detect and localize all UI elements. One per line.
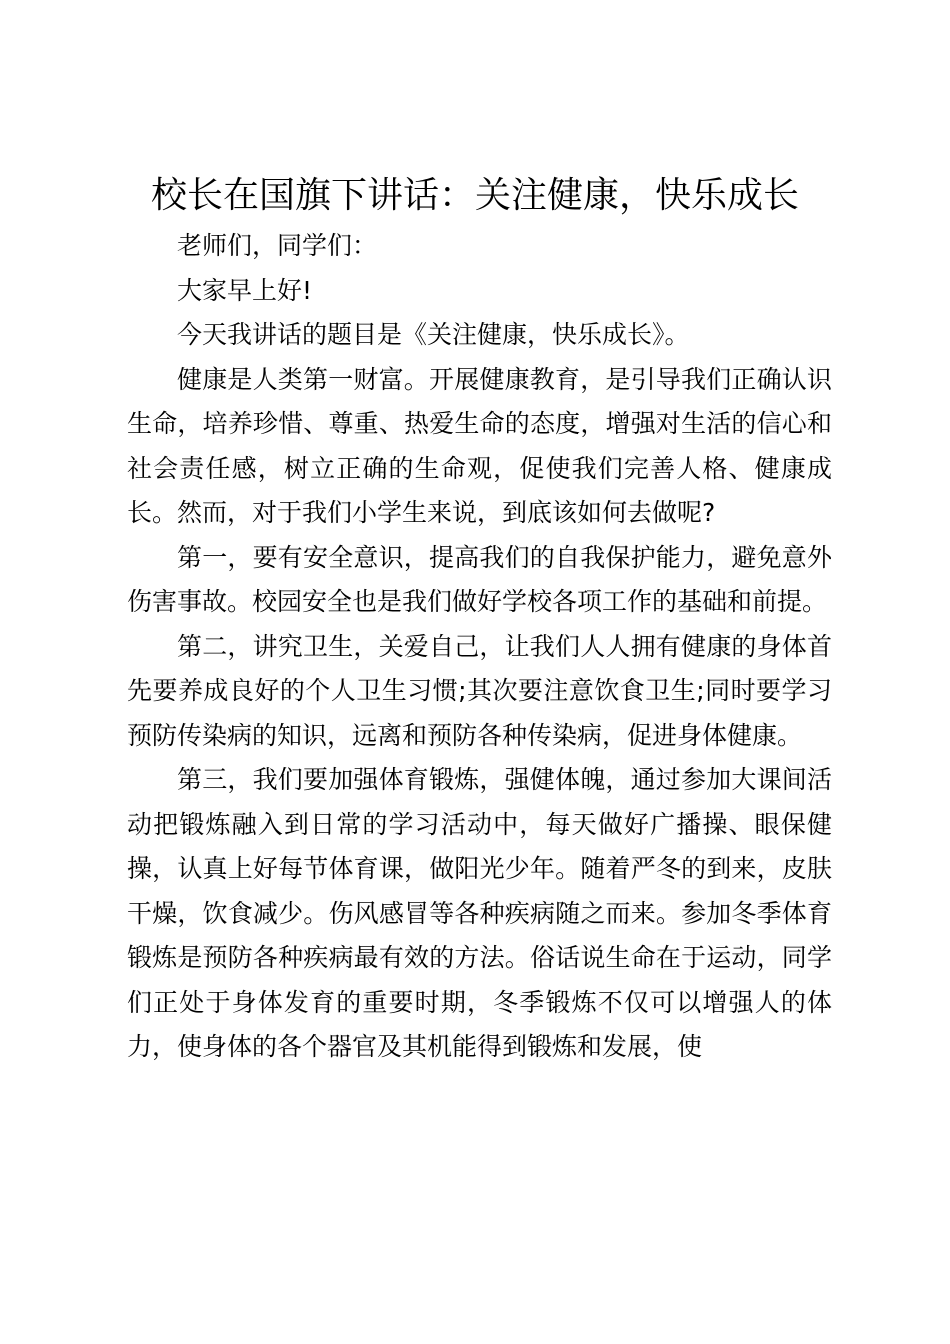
paragraph-topic: 今天我讲话的题目是《关注健康，快乐成长》。 bbox=[177, 320, 690, 349]
paragraph-salutation: 老师们，同学们： bbox=[177, 231, 378, 260]
document-body bbox=[127, 224, 832, 1070]
paragraph-greeting: 大家早上好! bbox=[177, 275, 313, 305]
document-title: 校长在国旗下讲话：关注健康，快乐成长 bbox=[150, 175, 799, 216]
paragraph-point-three: 第三，我们要加强体育锻炼，强健体魄，通过参加大课间活动把锻炼融入到日常的学习活动中，每天做好广播操、眼保健操，认真上好每节体育课，做阳光少年。随着严冬的到来，皮肤干燥，饮食减少。伤风感冒等各种疾病随之而来。参加冬季体育锻炼是预防各种疾病最有效的方法。俗话说生命在于运动，同学们正处于身体发育的重要时期，冬季锻炼不仅可以增强人的体力，使身体的各个器官及其机能得到锻炼和发展，使 bbox=[127, 765, 832, 1061]
paragraph-point-one: 第一，要有安全意识，提高我们的自我保护能力，避免意外伤害事故。校园安全也是我们做好学校各项工作的基础和前提。 bbox=[127, 542, 832, 616]
paragraph-health-intro: 健康是人类第一财富。开展健康教育，是引导我们正确认识生命，培养珍惜、尊重、热爱生命的态度，增强对生活的信心和社会责任感，树立正确的生命观，促使我们完善人格、健康成长。然而，对于我们小学生来说，到底该如何去做呢? bbox=[127, 364, 832, 527]
paragraph-point-two: 第二，讲究卫生，关爱自己，让我们人人拥有健康的身体首先要养成良好的个人卫生习惯;其次要注意饮食卫生;同时要学习预防传染病的知识，远离和预防各种传染病，促进身体健康。 bbox=[127, 631, 832, 750]
